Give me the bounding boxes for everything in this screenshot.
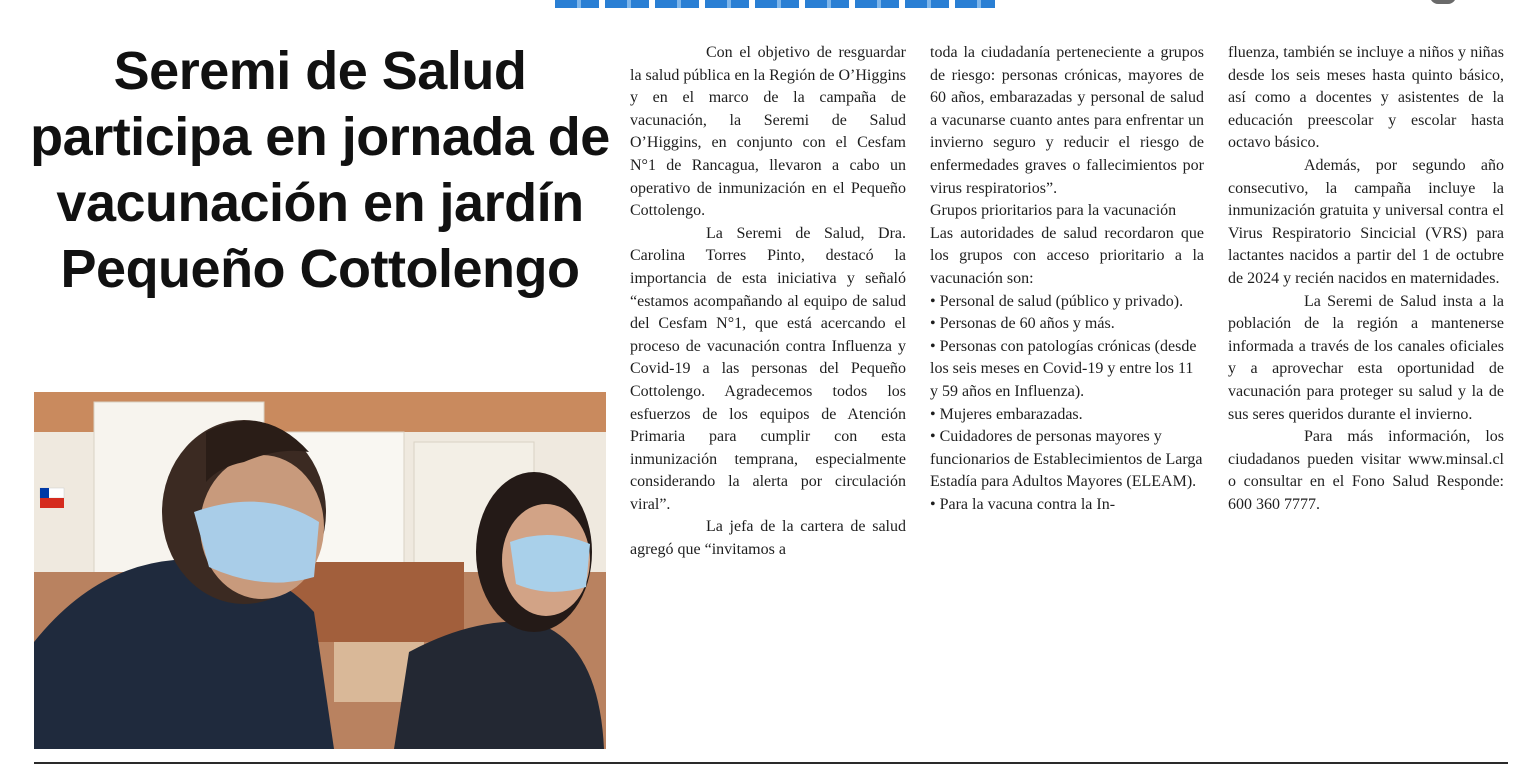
paragraph: La Seremi de Salud, Dra. Carolina Torres Pinto, destacó la importancia de esta iniciativa y señaló “estamos acompañando al equipo de salud del Cesfam N°1, que está acercando el proceso de vacunación contra Influenza y Covid-19 a las personas del Pequeño Cottolengo. Agradecemos todos los esfuerzos de los equipos de Atención Primaria para cumplir con esta inmunización temprana, especialmente considerando la alerta por circulación viral”. [630, 224, 906, 513]
paragraph: Para más información, los ciudadanos pueden visitar www.minsal.cl o consultar en el Fono Salud Responde: 600 360 7777. [1228, 428, 1504, 513]
photo-two-health-workers-masks-icon [34, 392, 606, 749]
paragraph: La jefa de la cartera de salud agregó que “invitamos a [630, 518, 906, 559]
paragraph: Además, por segundo año consecutivo, la campaña incluye la inmunización gratuita y universal contra el Virus Respiratorio Sincicial (VRS) para lactantes nacidos a partir del 1 de octubre de 2024 y recién nacidos en maternidades. [1228, 156, 1504, 287]
article-photo [34, 392, 606, 749]
article-headline: Seremi de Salud participa en jornada de vacunación en jardín Pequeño Cottolengo [30, 41, 610, 299]
list-item: • Para la vacuna contra la In- [930, 495, 1116, 513]
paragraph: toda la ciudadanía perteneciente a grupos de riesgo: personas crónicas, mayores de 60 años, embarazadas y personal de salud a vacunarse cuanto antes para enfrentar un invierno seguro y reducir el riesgo de enfermedades graves o fallecimientos por virus respiratorios”. [930, 44, 1204, 197]
masthead-fragment [555, 0, 995, 8]
paragraph: fluenza, también se incluye a niños y niñas desde los seis meses hasta quinto básico, así como a docentes y asistentes de la educación preescolar y escolar hasta octavo básico. [1228, 44, 1504, 152]
page-corner-mark [1430, 0, 1456, 4]
list-item: • Cuidadores de personas mayores y funcionarios de Establecimientos de Larga Estadía para Adultos Mayores (ELEAM). [930, 428, 1203, 491]
list-item: • Personal de salud (público y privado). [930, 292, 1184, 310]
article-column-1 [630, 42, 906, 562]
bottom-rule [34, 762, 1508, 764]
list-item: • Mujeres embarazadas. [930, 405, 1083, 423]
paragraph: Las autoridades de salud recordaron que los grupos con acceso prioritario a la vacunación son: [930, 224, 1204, 287]
list-item: • Personas con patologías crónicas (desde los seis meses en Covid-19 y entre los 11 y 59 años en Influenza). [930, 337, 1197, 400]
paragraph: La Seremi de Salud insta a la población de la región a mantenerse informada a través de los canales oficiales y a aprovechar esta oportunidad de vacunación para proteger su salud y la de sus seres queridos durante el invierno. [1228, 292, 1504, 423]
article-column-2 [930, 42, 1204, 516]
paragraph: Con el objetivo de resguardar la salud pública en la Región de O’Higgins y en el marco de la campaña de vacunación, la Seremi de Salud O’Higgins, en conjunto con el Cesfam N°1 de Rancagua, llevaron a cabo un operativo de inmunización en el Pequeño Cottolengo. [630, 44, 906, 220]
subheading: Grupos prioritarios para la vacunación [930, 202, 1177, 220]
article-column-3 [1228, 42, 1504, 516]
list-item: • Personas de 60 años y más. [930, 315, 1115, 333]
